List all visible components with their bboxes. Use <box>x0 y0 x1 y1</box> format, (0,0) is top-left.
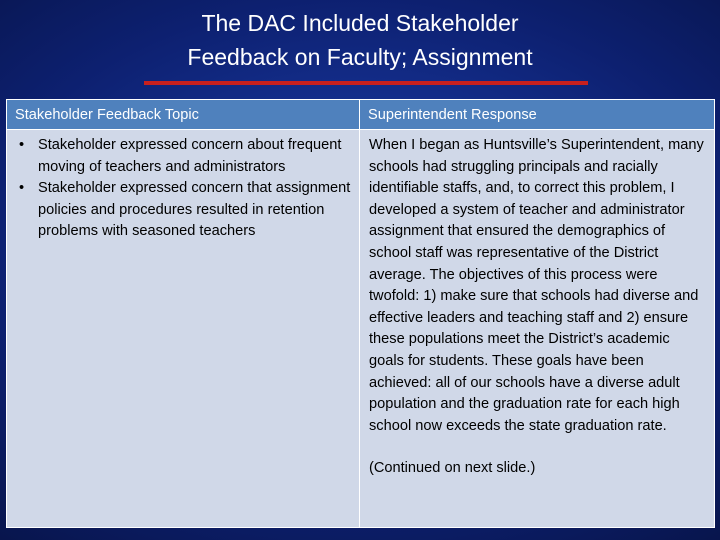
bullet-icon: • <box>19 180 25 197</box>
bullet-icon: • <box>19 137 25 153</box>
concern-text: Stakeholder expressed concern about frequent moving of teachers and administrators <box>38 137 342 175</box>
header-feedback-topic: Stakeholder Feedback Topic <box>7 100 360 130</box>
title-underline <box>144 81 588 85</box>
concern-list <box>15 135 351 243</box>
continued-note: (Continued on next slide.) <box>369 460 536 477</box>
list-item <box>15 178 351 243</box>
list-item <box>15 135 351 178</box>
concern-text: Stakeholder expressed concern that assignment policies and procedures resulted in retention problems with seasoned teachers <box>38 180 351 240</box>
table-header-row <box>7 100 715 130</box>
header-superintendent-response: Superintendent Response <box>360 100 715 130</box>
superintendent-response-cell <box>360 130 715 528</box>
feedback-topic-cell <box>7 130 360 528</box>
table-row <box>7 130 715 528</box>
slide-title <box>0 6 720 74</box>
feedback-table <box>6 99 715 528</box>
slide-title-line-1: The DAC Included Stakeholder <box>201 10 519 36</box>
response-text: When I began as Huntsville’s Superintendent, many schools had struggling principals and racially identifiable staffs, and, to correct this problem, I developed a system of teacher and administrator assignment that ensured the demographics of school staff was representative of the District average. The objectives of this process were twofold: 1) make sure that schools had diverse and effective leaders and teaching staff and 2) ensure these populations meet the District’s academic goals for students. These goals have been achieved: all of our schools have a diverse adult population and the graduation rate for each high school now exceeds the state graduation rate. <box>369 137 704 434</box>
slide-title-line-2: Feedback on Faculty; Assignment <box>187 44 533 70</box>
